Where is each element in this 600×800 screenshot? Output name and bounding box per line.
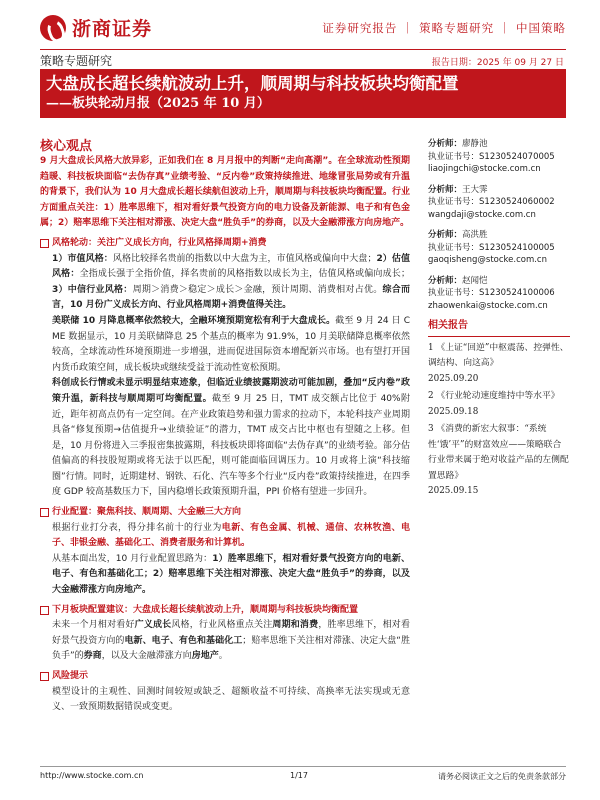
- related-report-link[interactable]: [428, 422, 570, 500]
- main-column: [40, 154, 410, 716]
- related-report-title: 2 《行业轮动速度维持中等水平》: [428, 391, 560, 401]
- risk-paragraph: 模型设计的主观性、回测时间较短或缺乏、超额收益不可持续、高换率无法实现或无意义、一致预期数据错误或变更。: [52, 686, 410, 713]
- text-run: 全指成长强于全指价值，择名贵前的风格指数以成长为主，估值风格或偏向成长；: [79, 269, 410, 280]
- footer-website-link[interactable]: http://www.stocke.com.cn: [40, 771, 144, 780]
- related-report-date: 2025.09.15: [428, 486, 479, 496]
- analyst-name: 高洪胜: [462, 230, 488, 240]
- report-date: 报告日期：2025 年 09 月 27 日: [431, 58, 564, 68]
- text-run: 券商: [83, 651, 102, 662]
- brand-logo: [40, 14, 152, 41]
- report-topic: 策略专题研究: [40, 54, 113, 68]
- analyst-row: [428, 275, 570, 288]
- next-month-paragraph: [40, 618, 410, 665]
- analyst-name: 廖静池: [462, 139, 488, 149]
- ranking-paragraph: [40, 521, 410, 552]
- section-industry-allocation: [40, 505, 410, 521]
- brand-logo-icon: [40, 15, 66, 41]
- text-run: 1）市值风格：: [52, 253, 113, 264]
- text-run: 2）估值风格：: [52, 253, 410, 280]
- page-header: [40, 14, 566, 48]
- report-subtitle: ——板块轮动月报（2025 年 10 月）: [46, 96, 270, 111]
- analyst-name-label: 分析师：: [428, 139, 463, 149]
- analyst-email[interactable]: zhaowenkai@stocke.com.cn: [428, 300, 548, 311]
- analyst-card: [428, 229, 570, 267]
- core-views-heading: 核心观点: [40, 139, 93, 154]
- analyst-row: [428, 151, 570, 164]
- header-nav: 证券研究报告 ｜ 策略专题研究 ｜ 中国策略: [322, 21, 566, 35]
- related-report-date: 2025.09.18: [428, 406, 479, 417]
- text-run: 3）中信行业风格：: [52, 284, 133, 295]
- text-run: 科创成长行情或未显示明显结束迹象，但临近业绩披露期波动可能加剧，叠加“反内卷”政策升温，新科技与顺周期可均衡配置。: [52, 378, 410, 404]
- allocation-paragraph: [40, 552, 410, 599]
- title-banner: [40, 69, 566, 118]
- text-run: 综合而言，10 月份广义成长方向、行业风格周期+消费值得关注。: [52, 284, 410, 311]
- analyst-card: [428, 138, 570, 176]
- analyst-cert: S1230524070005: [479, 151, 555, 162]
- header-divider: [40, 49, 566, 50]
- text-run: 9 月大盘成长风格大放异彩，正如我们在 8 月月报中的判断“走向高潮”。在全球流动性预期趋暖、科技板块面临“去伪存真”业绩考验、“反内卷”政策持续推进、地缘冒张局势或有升温的背景下，我们认为 10 月大盘成长超长续航但波动上升，顺周期与科技板块均衡配置。行业方面重点关注：1）胜率思维下，相对看好景气投资方向的电力设备及新能源、电子和有色金属；2）赔率思维下关注相对滞涨、决定大盘“胜负手”的券商，以及大金融滞涨方向房地产。: [40, 156, 410, 229]
- analyst-name-label: 分析师：: [428, 184, 463, 195]
- text-run: ，胜率思维下，相对看好景气投资方向的: [52, 620, 410, 646]
- text-run: 周期＞消费＞稳定＞成长＞金融，预计周期、消费相对占优。: [132, 284, 383, 295]
- text-run: 电新、有色金属、机械、通信、农林牧渔、电子、非银金融、基础化工、消费者服务和计算机。: [52, 522, 410, 549]
- related-reports-heading: 相关报告: [428, 320, 570, 337]
- checkbox-bullet-icon: [40, 239, 49, 248]
- section-style-rotation: [40, 236, 410, 252]
- analyst-row: [428, 229, 570, 242]
- related-report-title: 1 《上证“回逆”中枢震荡、控弹性、调结构、向这高》: [428, 342, 569, 368]
- related-report-link[interactable]: [428, 341, 570, 388]
- analyst-row: [428, 138, 570, 151]
- disclaimer-note: 请务必阅读正文之后的免责条款部分: [438, 772, 566, 781]
- text-run: ；赔率思维下关注相对滞涨、决定大盘“胜负手”的: [52, 635, 410, 662]
- sidebar: [428, 138, 570, 502]
- page-number: 1/17: [290, 771, 308, 780]
- related-report-date: 2025.09.20: [428, 373, 479, 384]
- section-heading: 风险提示: [52, 671, 89, 681]
- text-run: 美联储 10 月降息概率依然较大，全融环境预期宽松有利于大盘成长。: [52, 315, 336, 326]
- analyst-cert: S1230524100006: [479, 288, 555, 298]
- analyst-name: 王大霁: [462, 184, 488, 195]
- fed-paragraph: [40, 314, 410, 376]
- footer-divider: [40, 766, 566, 767]
- text-run: 电新、电子、有色和基础化工: [124, 635, 243, 646]
- text-run: 根据行业打分表，得分排名前十的行业为: [52, 522, 222, 533]
- style-paragraph: [40, 252, 410, 314]
- analyst-row: [428, 196, 570, 209]
- analyst-row: [428, 184, 570, 197]
- text-run: ，以及大金融滞涨方向: [101, 651, 192, 662]
- checkbox-bullet-icon: [40, 672, 49, 681]
- analyst-cert-label: 执业证书号：: [428, 197, 480, 207]
- text-run: 风格，行业风格重点关注: [171, 620, 273, 631]
- analyst-cert-label: 执业证书号：: [428, 151, 480, 162]
- checkbox-bullet-icon: [40, 508, 49, 517]
- analyst-row: [428, 163, 570, 176]
- text-run: 截至 9 月 24 日 CME 数据显示，10 月美联储降息 25 个基点的概率为 91.9%，10 月美联储降息概率依然较高，全球流动性环境预期进一步增强，进而促进国际资本增配新兴市场。也有望打开国内货币政策空间，成长板块或继续受益于流动性宽松预期。: [52, 315, 410, 373]
- analyst-name-label: 分析师：: [428, 230, 463, 240]
- brand-name: 浙商证券: [72, 18, 153, 40]
- analyst-row: [428, 300, 570, 313]
- analyst-cert-label: 执业证书号：: [428, 242, 480, 253]
- section-next-month: [40, 603, 410, 619]
- analyst-card: [428, 184, 570, 222]
- checkbox-bullet-icon: [40, 606, 49, 615]
- related-report-title: 3 《消费的新宏大叙事：“系统性‘饿’平”的财富效应——策略联合行业带来属于绝对收益产品的左侧配置思路》: [428, 424, 569, 481]
- section-heading: 下月板块配置建议：大盘成长超长续航波动上升，顺周期与科技板块均衡配置: [52, 604, 359, 615]
- analyst-cert-label: 执业证书号：: [428, 288, 480, 298]
- tech-paragraph: [40, 376, 410, 501]
- analyst-row: [428, 254, 570, 267]
- analyst-card: [428, 275, 570, 313]
- analyst-email[interactable]: liaojingchi@stocke.com.cn: [428, 164, 541, 174]
- text-run: 从基本面出发，10 月行业配置思路为：: [52, 553, 213, 564]
- text-run: 房地产: [191, 651, 219, 662]
- related-reports-list: [428, 341, 570, 500]
- related-report-link[interactable]: [428, 389, 570, 420]
- text-run: 截至 9 月 25 日，TMT 成交额占比位于 40%附近，距年初高点仍有一定空间。在产业政策趋势和强力需求的拉动下，本轮科技产业周期具备“修复预期→估值提升→业绩验证”的潜力，TMT 成交占比中枢也有望随之上移。但是，10 月份将进入三季报密集披露期，科技板块即将面临“去伪存真”的业绩考验。部分估值偏高的科技股短期或将无法于以匹配，则可能面临回调压力。10 月或将上演“科技缩圈”行情。同时，近期建材、钢铁、石化、汽车等多个行业“反内卷”政策持续推进，在四季度 GDP 较高基数压力下，国内稳增长政策预期升温，PPI 价格有望进一步回升。: [52, 393, 410, 498]
- report-title: 大盘成长超长续航波动上升，顺周期与科技板块均衡配置: [46, 74, 459, 93]
- analyst-email[interactable]: gaoqisheng@stocke.com.cn: [428, 255, 547, 265]
- analyst-cert: S1230524100005: [479, 242, 555, 253]
- analyst-cert: S1230524060002: [479, 197, 555, 207]
- intro-paragraph: [40, 154, 410, 232]
- section-heading: 风格轮动：关注广义成长方向，行业风格择周期+消费: [52, 237, 267, 248]
- analyst-name-label: 分析师：: [428, 275, 463, 286]
- section-heading: 行业配置：聚焦科技、顺周期、大金融三大方向: [52, 507, 242, 518]
- text-run: 周期和消费: [272, 620, 319, 631]
- analyst-row: [428, 287, 570, 300]
- analyst-list: [428, 138, 570, 312]
- analyst-name: 赵闻恺: [462, 275, 488, 286]
- text-run: 1）胜率思维下，相对看好景气投资方向的电新、电子、有色和基础化工；2）赔率思维下关注相对滞涨、决定大盘“胜负手”的券商，以及大金融滞涨方向房地产。: [52, 553, 410, 596]
- analyst-row: [428, 209, 570, 222]
- text-run: 。: [218, 651, 228, 662]
- section-risk: [40, 669, 410, 685]
- text-run: 广义成长: [134, 620, 172, 631]
- text-run: 风格比较择名贵前的指数以中大盘为主，市值风格或偏向中大盘；: [112, 253, 377, 264]
- text-run: 未来一个月相对看好: [52, 620, 135, 631]
- analyst-email[interactable]: wangdaji@stocke.com.cn: [428, 209, 536, 220]
- analyst-row: [428, 242, 570, 255]
